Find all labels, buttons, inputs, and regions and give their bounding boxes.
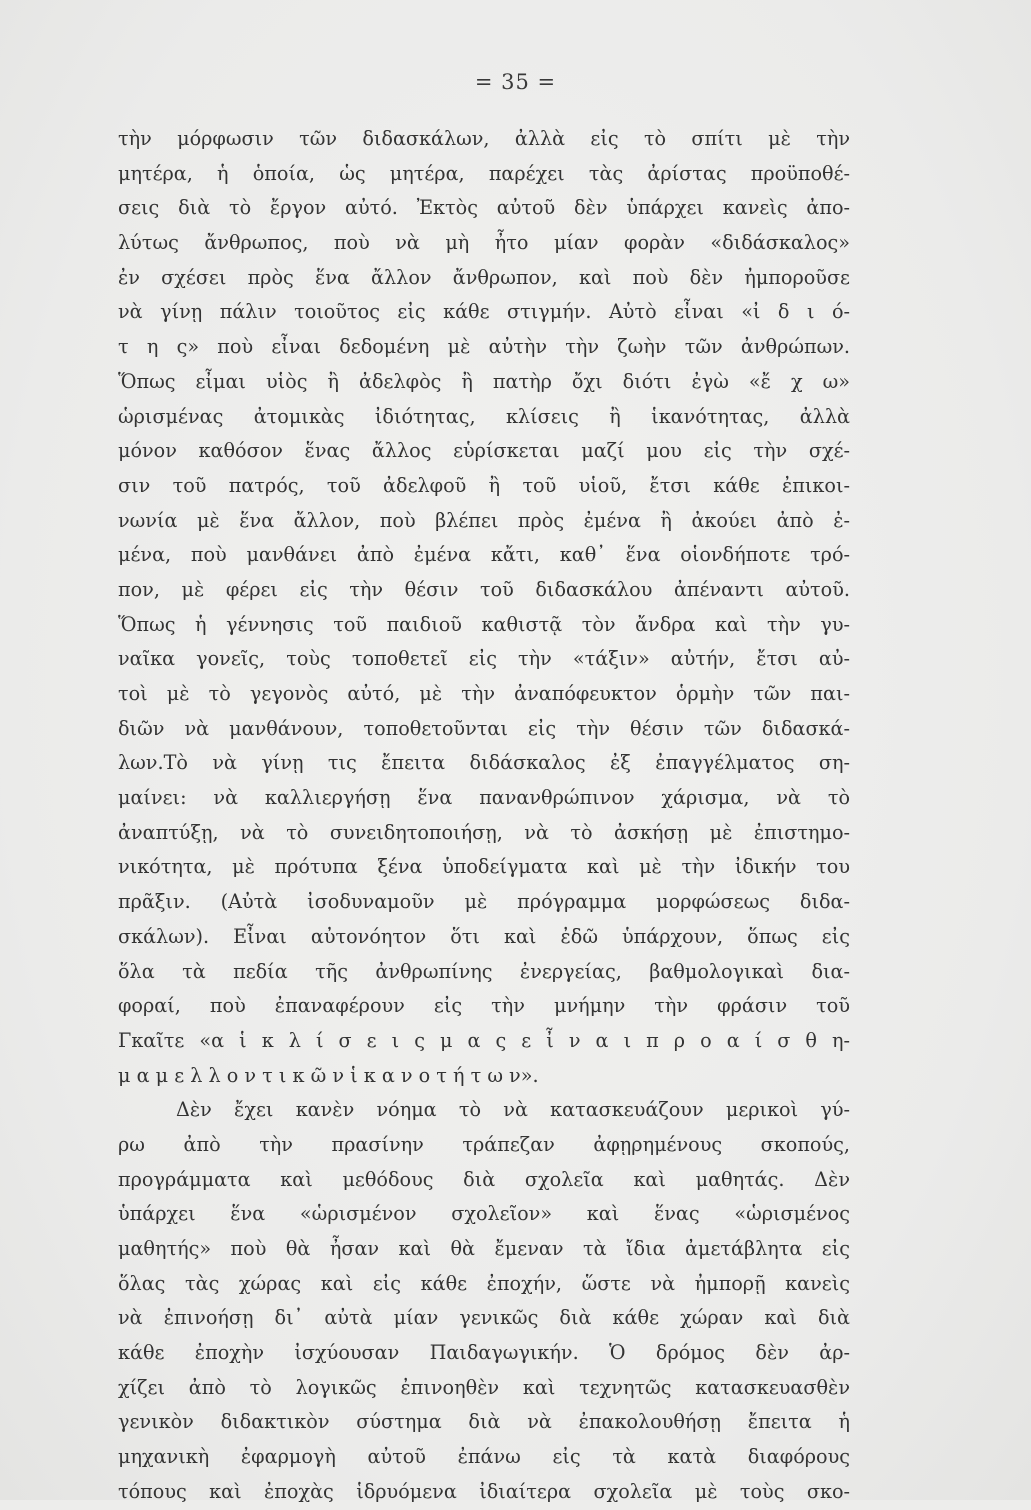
text-line: φοραί, ποὺ ἐπαναφέρουν εἰς τὴν μνήμην τὴν φράσιν τοῦ xyxy=(118,994,850,1018)
text-line: ὑπάρχει ἕνα «ὡρισμένον σχολεῖον» καὶ ἕνας «ὡρισμένος xyxy=(118,1202,850,1226)
text-line: νικότητα, μὲ πρότυπα ξένα ὑποδείγματα καὶ μὲ τὴν ἰδικήν του xyxy=(118,855,850,879)
text-line: ἐν σχέσει πρὸς ἕνα ἄλλον ἄνθρωπον, καὶ ποὺ δὲν ἠμποροῦσε xyxy=(118,265,850,289)
text-line: διῶν νὰ μανθάνουν, τοποθετοῦνται εἰς τὴν θέσιν τῶν διδασκά- xyxy=(118,716,850,740)
text-line: σκάλων). Εἶναι αὐτονόητον ὅτι καὶ ἐδῶ ὑπάρχουν, ὅπως εἰς xyxy=(118,924,850,948)
text-line: σιν τοῦ πατρός, τοῦ ἀδελφοῦ ἢ τοῦ υἱοῦ, ἔτσι κάθε ἐπικοι- xyxy=(118,473,850,497)
text-line: μαίνει: νὰ καλλιεργήσῃ ἕνα πανανθρώπινον χάρισμα, νὰ τὸ xyxy=(118,786,850,810)
text-line: κάθε ἐποχὴν ἰσχύουσαν Παιδαγωγικήν. Ὁ δρόμος δὲν ἀρ- xyxy=(118,1341,850,1365)
text-line: μαθητής» ποὺ θὰ ἦσαν καὶ θὰ ἔμεναν τὰ ἴδια ἀμετάβλητα εἰς xyxy=(118,1237,850,1260)
text-line: τοὶ μὲ τὸ γεγονὸς αὐτό, μὲ τὴν ἀναπόφευκτον ὁρμὴν τῶν παι- xyxy=(118,682,850,705)
text-line: σεις διὰ τὸ ἔργον αὐτό. Ἐκτὸς αὐτοῦ δὲν ὑπάρχει κανεὶς ἀπο- xyxy=(118,196,850,220)
text-line: τὴν μόρφωσιν τῶν διδασκάλων, ἀλλὰ εἰς τὸ σπίτι μὲ τὴν xyxy=(118,127,850,150)
text-line: ρω ἀπὸ τὴν πρασίνην τράπεζαν ἀφῃρημένους σκοπούς, xyxy=(118,1132,850,1156)
text-line: χίζει ἀπὸ τὸ λογικῶς ἐπινοηθὲν καὶ τεχνητῶς κατασκευασθὲν xyxy=(118,1375,850,1399)
text-line: τόπους καὶ ἐποχὰς ἱδρυόμενα ἰδιαίτερα σχολεῖα μὲ τοὺς σκο- xyxy=(118,1479,850,1503)
text-line: πον, μὲ φέρει εἰς τὴν θέσιν τοῦ διδασκάλου ἀπέναντι αὐτοῦ. xyxy=(118,577,850,601)
text-line: πρᾶξιν. (Αὐτὰ ἰσοδυναμοῦν μὲ πρόγραμμα μορφώσεως διδα- xyxy=(118,890,850,914)
text-line: Ὅπως ἡ γέννησις τοῦ παιδιοῦ καθιστᾷ τὸν ἄνδρα καὶ τὴν γυ- xyxy=(118,612,850,636)
text-line: ὅλα τὰ πεδία τῆς ἀνθρωπίνης ἐνεργείας, βαθμολογικαὶ δια- xyxy=(118,959,850,983)
text-line: Ὅπως εἶμαι υἱὸς ἢ ἀδελφὸς ἢ πατὴρ ὄχι διότι ἐγὼ «ἔ χ ω» xyxy=(118,369,850,393)
text-line: νὰ ἐπινοήσῃ δι᾽ αὐτὰ μίαν γενικῶς διὰ κάθε χώραν καὶ διὰ xyxy=(118,1306,850,1330)
text-line: Δὲν ἔχει κανὲν νόημα τὸ νὰ κατασκευάζουν μερικοὶ γύ- xyxy=(176,1098,850,1122)
text-line: ὅλας τὰς χώρας καὶ εἰς κάθε ἐποχήν, ὥστε νὰ ἠμπορῇ κανεὶς xyxy=(118,1271,850,1295)
body-text xyxy=(118,122,850,1510)
page-number: = 35 = xyxy=(474,70,557,94)
text-line: τ η ς» ποὺ εἶναι δεδομένη μὲ αὐτὴν τὴν ζωὴν τῶν ἀνθρώπων. xyxy=(118,335,850,359)
text-line: ἀναπτύξῃ, νὰ τὸ συνειδητοποιήσῃ, νὰ τὸ ἀσκήσῃ μὲ ἐπιστημο- xyxy=(118,820,850,844)
text-line: προγράμματα καὶ μεθόδους διὰ σχολεῖα καὶ μαθητάς. Δὲν xyxy=(118,1167,850,1191)
text-line: μόνον καθόσον ἕνας ἄλλος εὑρίσκεται μαζί μου εἰς τὴν σχέ- xyxy=(118,439,850,463)
text-line: μητέρα, ἡ ὁποία, ὡς μητέρα, παρέχει τὰς ἀρίστας προϋποθέ- xyxy=(118,161,850,185)
text-line: Γκαῖτε «α ἱ κ λ ί σ ε ι ς μ α ς ε ἶ ν α ι π ρ ο α ί σ θ η- xyxy=(118,1028,850,1052)
text-line: μένα, ποὺ μανθάνει ἀπὸ ἐμένα κἄτι, καθ᾽ ἕνα οἱονδήποτε τρό- xyxy=(118,543,850,567)
text-line: λύτως ἄνθρωπος, ποὺ νὰ μὴ ἦτο μίαν φορὰν «διδάσκαλος» xyxy=(118,231,850,255)
text-line: νὰ γίνῃ πάλιν τοιοῦτος εἰς κάθε στιγμήν. Αὐτὸ εἶναι «ἰ δ ι ό- xyxy=(118,300,850,324)
text-line: νωνία μὲ ἕνα ἄλλον, ποὺ βλέπει πρὸς ἐμένα ἢ ἀκούει ἀπὸ ἐ- xyxy=(118,508,850,532)
text-line: ναῖκα γονεῖς, τοὺς τοποθετεῖ εἰς τὴν «τάξιν» αὐτήν, ἔτσι αὐ- xyxy=(118,647,850,671)
text-line: μ α μ ε λ λ ο ν τ ι κ ῶ ν ἱ κ α ν ο τ ή τ ω ν». xyxy=(118,1063,539,1087)
text-line: ὡρισμένας ἀτομικὰς ἰδιότητας, κλίσεις ἢ ἱκανότητας, ἀλλὰ xyxy=(118,404,850,428)
text-line: γενικὸν διδακτικὸν σύστημα διὰ νὰ ἐπακολουθήσῃ ἔπειτα ἡ xyxy=(118,1410,850,1434)
text-line: λων.Τὸ νὰ γίνῃ τις ἔπειτα διδάσκαλος ἐξ ἐπαγγέλματος ση- xyxy=(118,751,850,775)
text-line: μηχανικὴ ἐφαρμογὴ αὐτοῦ ἐπάνω εἰς τὰ κατὰ διαφόρους xyxy=(118,1445,850,1469)
